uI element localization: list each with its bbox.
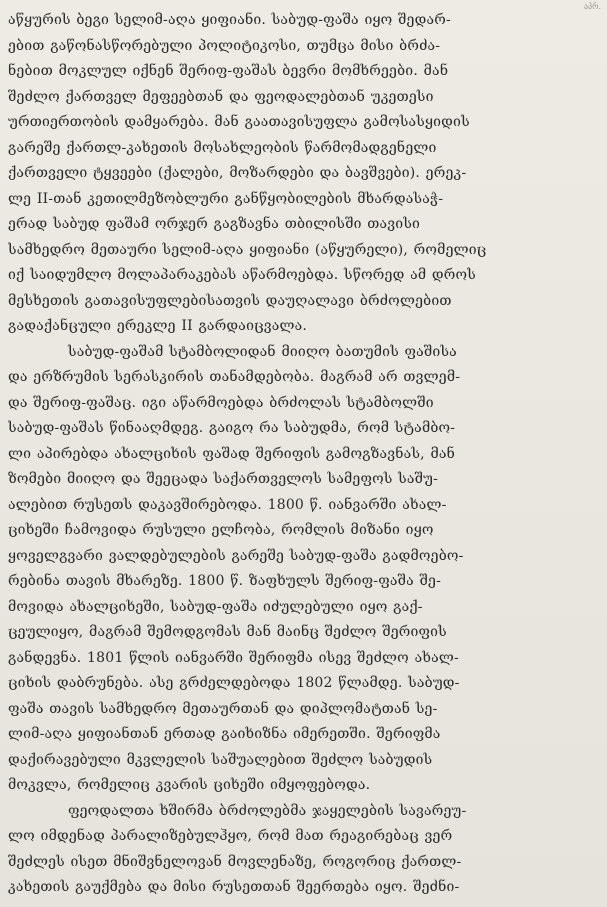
text-line: გადაქანცული ერეკლე II გარდაიცვალა. bbox=[8, 318, 308, 334]
paragraph-3 bbox=[8, 799, 599, 901]
text-line: სამხედრო მეთაური სელიმ-აღა ყიფიანი (აწყურელი), რომელიც bbox=[8, 241, 487, 258]
text-line: ფაშა თავის სამხედრო მეთაურთან და დიპლომატთან სე- bbox=[8, 700, 438, 717]
text-line: ციხეში ჩამოვიდა რუსული ელჩობა, რომლის მიზანი იყო bbox=[8, 522, 434, 538]
text-line: ურთიერთობის დამყარება. მან გაათავისუფლა გამოსასყიდის bbox=[8, 114, 470, 130]
text-line: ნებით მოკლულ იქნენ შერიფ-ფაშას ბევრი მომხრეები. მან bbox=[8, 63, 449, 79]
text-line: ერად საბუდ ფაშამ ორჯერ გაგზავნა თბილისში თავისი bbox=[8, 216, 421, 232]
text-line: ყოველგვარი ვალდებულების გარეშე საბუდ-ფაშა გადმოებო- bbox=[8, 547, 464, 564]
text-line: რებინა თავის მხარეზე. 1800 წ. ზაფხულს შერიფ-ფაშა შე- bbox=[8, 573, 442, 589]
text-line: განდევნა. 1801 წლის იანვარში შერიფმა ისევ შეძლო ახალ- bbox=[8, 649, 459, 666]
text-line: მესხეთის გათავისუფლებისათვის დაუღალავი ბრძოლებით bbox=[8, 292, 452, 309]
text-line: იქ საიდუმლო მოლაპარაკებას აწარმოებდა. სწორედ ამ დროს bbox=[8, 267, 476, 283]
text-line: საბუდ-ფაშამ სტამბოლიდან მიიღო ბათუმის ფაშისა bbox=[68, 343, 457, 360]
text-line: საბუდ-ფაშას წინააღმდეგ. გაიგო რა საბუდმა, რომ სტამბო- bbox=[8, 420, 456, 436]
text-line: გარეშე ქართლ-კახეთის მოსახლეობის წარმომადგენელი bbox=[8, 139, 437, 156]
text-line: დაქირავებული მკვლელის საშუალებით შეძლო საბუდის bbox=[8, 751, 433, 768]
text-line: ლი აპირებდა ახალციხის ფაშად შერიფის გამოგზავნას, მან bbox=[8, 445, 456, 462]
text-line: კახეთის გაუქმება და მისი რუსეთთან შეერთება იყო. შეძნი- bbox=[8, 879, 460, 895]
text-line: და შერიფ-ფაშაც. იგი აწარმოებდა ბრძოლას სტამბოლში bbox=[8, 394, 434, 411]
text-line: ებით გაწონასწორებული პოლიტიკოსი, თუმცა მისი ბრძა- bbox=[8, 37, 441, 54]
text-line: და ერზრუმის სერასკირის თანამდებობა. მაგრამ არ თვლემ- bbox=[8, 369, 461, 385]
text-line: ლო იმდენად პარალიზებულჰყო, რომ მათ რეაგირებაც ვერ bbox=[8, 828, 453, 844]
text-line: ზომები მიიღო და შეეცადა საქართველოს სამეფოს საშუ- bbox=[8, 471, 439, 487]
text-line: ქართველი ტყვეები (ქალები, მოზარდები და ბავშვები). ერეკ- bbox=[8, 165, 467, 181]
text-line: ფეოდალთა ხშირმა ბრძოლებმა ჯაყელების სავარეუ- bbox=[68, 802, 467, 819]
text-line: ალებით რუსეთს დაკავშირებოდა. 1800 წ. იანვარში ახალ- bbox=[8, 496, 447, 513]
text-line: ლე II-თან კეთილმეზობლური განწყობილების მხარდასაჭ- bbox=[8, 190, 444, 207]
text-line: აწყურის ბეგი სელიმ-აღა ყიფიანი. საბუდ-ფაშა იყო შედარ- bbox=[8, 12, 451, 28]
paragraph-1 bbox=[8, 8, 599, 340]
text-line: შეძლო ქართველ მეფეებთან და ფეოდალებთან უკეთესი bbox=[8, 88, 434, 105]
corner-page-mark: აპრ. bbox=[583, 2, 601, 11]
text-line: მოვიდა ახალციხეში, საბუდ-ფაშა იძულებული იყო გაქ- bbox=[8, 598, 423, 615]
text-line: ცეულიყო, მაგრამ შემოდგომას მან მაინც შეძლო შერიფის bbox=[8, 624, 447, 640]
text-line: მოკვლა, რომელიც კვარის ციხეში იმყოფებოდა. bbox=[8, 777, 371, 793]
text-line: ლიმ-აღა ყიფიანთან ერთად გაიხიზნა იმერეთში. შერიფმა bbox=[8, 726, 441, 742]
text-line: შეძლეს ისეთ მნიშვნელოვან მოვლენაზე, როგორიც ქართლ- bbox=[8, 853, 462, 870]
paragraph-2 bbox=[8, 340, 599, 799]
text-line: ციხის დაბრუნება. ასე გრძელდებოდა 1802 წლამდე. საბუდ- bbox=[8, 675, 460, 691]
